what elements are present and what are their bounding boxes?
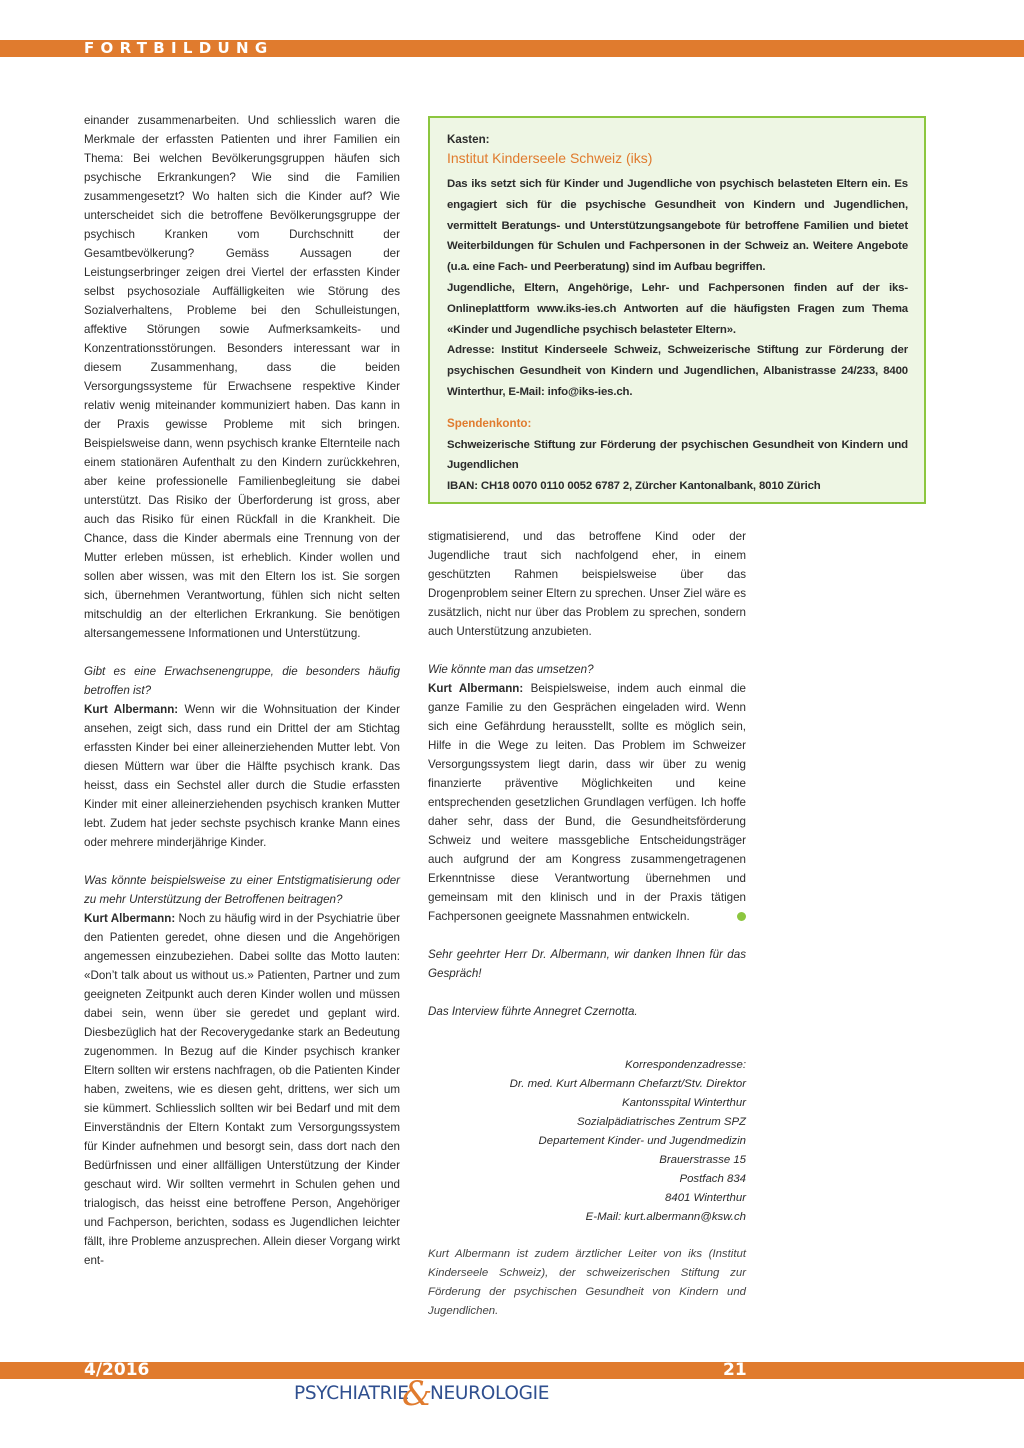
address-line: 8401 Winterthur bbox=[665, 1192, 746, 1204]
address-line: Brauerstrasse 15 bbox=[659, 1154, 746, 1166]
box-label: Kasten: bbox=[447, 133, 490, 146]
donation-label: Spendenkonto: bbox=[447, 416, 532, 430]
author-note: Kurt Albermann ist zudem ärztlicher Leiter von iks (Institut Kinderseele Schweiz), der schweizerischen Stiftung zur Förderung der psychischen Gesundheit von Kindern und Jugendlichen. bbox=[428, 1248, 746, 1317]
answer-paragraph bbox=[428, 679, 746, 926]
left-column bbox=[84, 111, 400, 1270]
address-line: Sozialpädiatrisches Zentrum SPZ bbox=[576, 1116, 746, 1128]
logo-word-neurologie: NEUROLOGIE bbox=[430, 1383, 550, 1404]
answer-text: Beispielsweise, indem auch einmal die ganze Familie zu den Gesprächen eingeladen wird. Wenn sich eine Gefährdung herausstellt, sollte es möglich sein, Hilfe in die Wege zu leiten. Das Problem im Schweizer Versorgungssystem liegt darin, dass wir über zu wenig finanzierte präventive Möglichkeiten und keine entsprechenden gesetzlichen Grundlagen verfügen. Ich hoffe daher sehr, dass der Bund, die Gesundheitsförderung Schweiz und weitere massgebliche Entscheidungsträger auch aufgrund der am Kongress zusammengetragenen Erkenntnisse diese Verantwortung übernehmen und gemeinsam mit den klinisch und in der Praxis tätigen Fachpersonen geeignete Massnahmen entwickeln. bbox=[428, 682, 746, 923]
box-paragraph: Jugendliche, Eltern, Angehörige, Lehr- und Fachpersonen finden auf der iks-Onlineplattform www.iks-ies.ch Antworten auf die häufigsten Fragen zum Thema «Kinder und Jugendliche psychisch belasteter Eltern». bbox=[447, 281, 908, 336]
box-paragraph: Schweizerische Stiftung zur Förderung der psychischen Gesundheit von Kindern und Jugendlichen bbox=[447, 438, 908, 472]
paragraph: einander zusammenarbeiten. Und schliesslich waren die Merkmale der erfassten Patienten und ihrer Familien ein Thema: Bei welchen Bevölkerungsgruppen häufen sich psychische Erkrankungen? Wie sind die Familien zusammengesetzt? Wo halten sich die Kinder auf? Wie unterscheidet sich die betroffene Bevölkerungsgruppe der psychisch Kranken vom Durchschnitt der Gesamtbevölkerung? Gemäss Aussagen der Leistungserbringer zeigen drei Viertel der erfassten Kinder selbst psychosoziale Auffälligkeiten wie Störung des Sozialverhaltens, Probleme bei den Schulleistungen, affektive Störungen sowie Aufmerksamkeits- und Konzentrationsstörungen. Besonders interessant war in diesem Zusammenhang, dass die beiden Versorgungssysteme für Erwachsene respektive Kinder relativ wenig miteinander kommuniziert haben. Das kann in der Praxis gewisse Probleme mit sich bringen. Beispielsweise dann, wenn psychisch kranke Elternteile nach einem stationären Aufenthalt zu den Kindern zurückkehren, aber keine professionelle Familienbegleitung sie dabei unterstützt. Das Risiko der Überforderung ist gross, aber auch das Risiko für einen Rückfall in die Krankheit. Die Chance, dass die Kinder abermals eine Trennung von der Mutter erleben müssen, ist erheblich. Kinder wollen und sollen aber wissen, was mit den Eltern los ist. Sie sorgen sich, übernehmen Verantwortung, fühlen sich nicht selten mitschuldig an der elterlichen Erkrankung. Sie benötigen altersangemessene Informationen und Unterstützung. bbox=[84, 114, 400, 640]
logo-word-psychiatrie: PSYCHIATRIE bbox=[294, 1383, 409, 1404]
speaker-name: Kurt Albermann: bbox=[84, 703, 179, 716]
speaker-name: Kurt Albermann: bbox=[84, 912, 176, 925]
speaker-name: Kurt Albermann: bbox=[428, 682, 524, 695]
address-line: Korrespondenzadresse: bbox=[625, 1059, 746, 1071]
logo-ampersand: & bbox=[402, 1374, 433, 1414]
interview-question: Wie könnte man das umsetzen? bbox=[428, 663, 594, 676]
answer-text: Wenn wir die Wohnsituation der Kinder ansehen, zeigt sich, dass rund ein Drittel der am Stichtag erfassten Kinder bei einer alleinerziehenden Mutter lebt. Von diesen Müttern war über die Hälfte psychisch krank. Das heisst, dass ein Sechstel aller durch die Studie erfassten Kinder mit einer alleinerziehenden psychisch kranken Mutter lebt. Zudem hat jeder sechste psychisch kranke Mann eines oder mehrere minderjährige Kinder. bbox=[84, 703, 400, 849]
section-title: FORTBILDUNG bbox=[84, 39, 274, 57]
answer-paragraph bbox=[84, 700, 400, 852]
address-line: Postfach 834 bbox=[679, 1173, 746, 1185]
box-paragraph: Das iks setzt sich für Kinder und Jugendliche von psychisch belasteten Eltern ein. Es engagiert sich für die psychische Gesundheit von Kindern und Jugendlichen, vermittelt Beratungs- und Unterstützungsangebote für betroffene Familien und bietet Weiterbildungen für Schulen und Fachpersonen in der Schweiz an. Weitere Angebote (u.a. eine Fach- und Peerberatung) sind im Aufbau begriffen. bbox=[447, 178, 908, 274]
paragraph: stigmatisierend, und das betroffene Kind oder der Jugendliche traut sich nachfolgend eher, in einem geschützten Rahmen beispielsweise über das Drogenproblem seiner Eltern zu sprechen. Unser Ziel wäre es zusätzlich, nicht nur über das Problem zu sprechen, sondern auch Unterstützung anzubieten. bbox=[428, 530, 746, 638]
address-line: Kantonsspital Winterthur bbox=[622, 1097, 746, 1109]
address-line: E-Mail: kurt.albermann@ksw.ch bbox=[585, 1211, 746, 1223]
box-text bbox=[447, 174, 908, 403]
donation-text bbox=[447, 435, 908, 497]
iban-line: IBAN: CH18 0070 0110 0052 6787 2, Zürcher Kantonalbank, 8010 Zürich bbox=[447, 480, 821, 493]
right-column bbox=[428, 527, 746, 1021]
interview-question: Was könnte beispielsweise zu einer Entstigmatisierung oder zu mehr Unterstützung der Betroffenen beitragen? bbox=[84, 874, 400, 906]
info-box bbox=[428, 116, 926, 504]
header-bar bbox=[0, 40, 1024, 57]
thanks-line: Sehr geehrter Herr Dr. Albermann, wir danken Ihnen für das Gespräch! bbox=[428, 948, 746, 980]
journal-logo bbox=[256, 1374, 580, 1417]
address-line: Departement Kinder- und Jugendmedizin bbox=[538, 1135, 746, 1147]
box-paragraph: Adresse: Institut Kinderseele Schweiz, Schweizerische Stiftung zur Förderung der psychischen Gesundheit von Kindern und Jugendlichen, Albanistrasse 24/233, 8400 Winterthur, E-Mail: info@iks-ies.ch. bbox=[447, 344, 908, 398]
address-line: Dr. med. Kurt Albermann Chefarzt/Stv. Direktor bbox=[509, 1078, 746, 1090]
end-mark-dot bbox=[737, 912, 746, 921]
answer-text: Noch zu häufig wird in der Psychiatrie über den Patienten geredet, ohne diesen und die Angehörigen angemessen einzubeziehen. Dabei sollte das Motto lauten: «Don’t talk about us without us.» Patienten, Partner und zum geeigneten Zeitpunkt auch deren Kinder wollen und müssen dabei sein, wenn über sie geredet und geplant wird. Diesbezüglich hat der Recoverygedanke stark an Bedeutung zugenommen. In Bezug auf die Kinder psychisch kranker Eltern sollten wir erstens nachfragen, ob die Patienten Kinder haben, zweitens, wie es diesen geht, drittens, wer sich um sie kümmert. Schliesslich sollten wir bei Bedarf und mit dem Einverständnis der Eltern Kontakt zum Versorgungssystem für Kinder aufnehmen und besorgt sein, dass dort nach den Bedürfnissen und einer allfälligen Unterstützung der Kinder geschaut wird. Wir sollten vermehrt in Schulen gehen und trialogisch, das heisst eine betroffene Person, Angehöriger und Fachperson, berichten, sodass es Jugendlichen leichter fällt, ihre Probleme anzusprechen. Allein dieser Vorgang wirkt ent- bbox=[84, 912, 400, 1267]
issue-number: 4/2016 bbox=[84, 1360, 150, 1380]
interview-question: Gibt es eine Erwachsenengruppe, die besonders häufig betroffen ist? bbox=[84, 665, 400, 697]
interviewer-line: Das Interview führte Annegret Czernotta. bbox=[428, 1005, 638, 1018]
answer-paragraph bbox=[84, 909, 400, 1270]
correspondence-address bbox=[428, 1056, 746, 1227]
box-title: Institut Kinderseele Schweiz (iks) bbox=[447, 150, 653, 166]
page-number: 21 bbox=[723, 1360, 747, 1380]
footer-bar bbox=[0, 1362, 1024, 1379]
